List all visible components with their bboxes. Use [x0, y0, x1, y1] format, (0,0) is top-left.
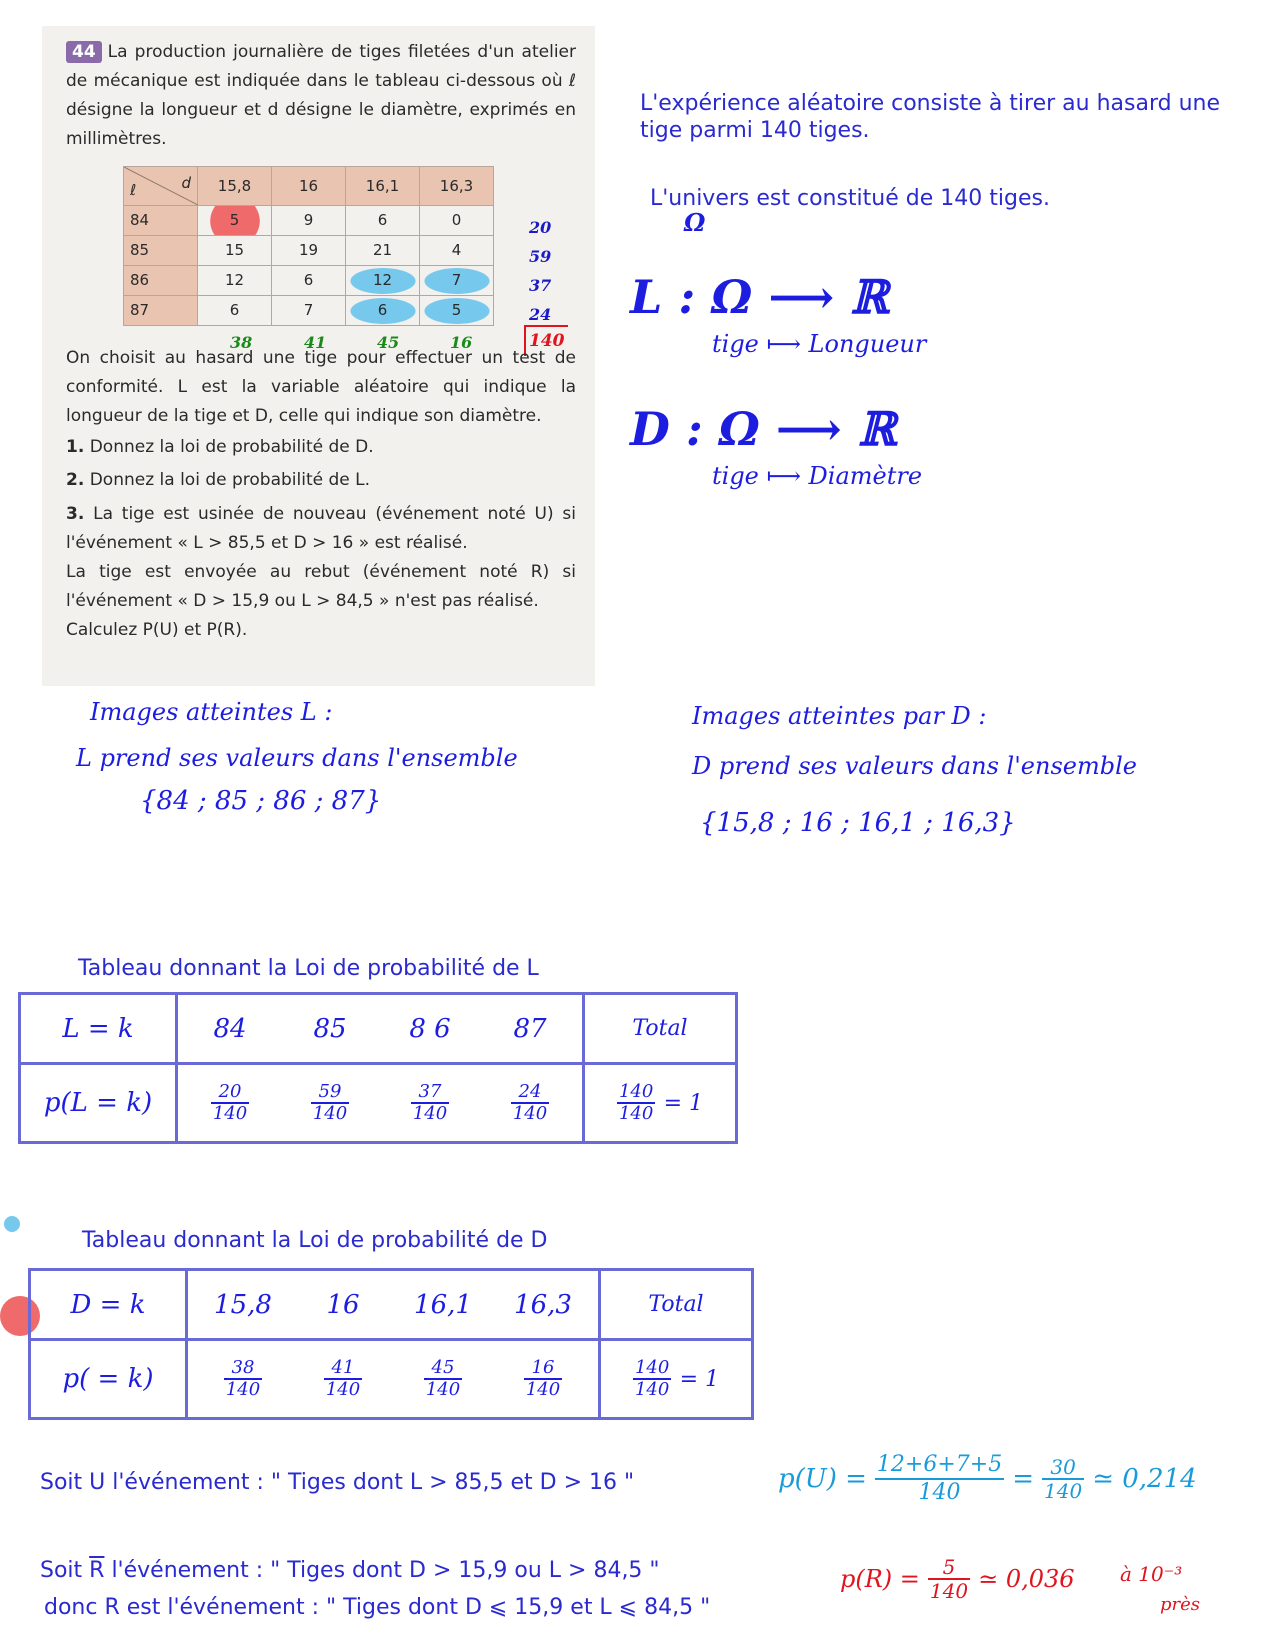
fraction: $\frac{20}{140}$: [212, 1081, 248, 1124]
law-L-probs: [177, 1064, 584, 1143]
equals-sign: =: [1012, 1464, 1034, 1494]
omega-symbol: Ω: [684, 208, 706, 237]
law-L-total: $\frac{140}{140}$ = 1: [584, 1064, 737, 1143]
law-D-probs: [187, 1340, 600, 1419]
fraction: $\frac{16}{140}$: [525, 1357, 561, 1400]
event-R-definition: donc R est l'événement : " Tiges dont D ⩽ 15,9 et L ⩽ 84,5 ": [44, 1595, 711, 1620]
length-header: 84: [124, 206, 198, 236]
col-total: 45: [377, 333, 400, 352]
table-cell: 12: [198, 266, 272, 296]
intro-text: La production journalière de tiges filetées d'un atelier de mécanique est indiquée dans le tableau ci-dessous où ℓ désigne la longueur et d désigne le diamètre, exprimés en millimètres.: [66, 42, 576, 149]
images-D-set: {15,8 ; 16 ; 16,1 ; 16,3}: [700, 808, 1016, 838]
law-D-table: [28, 1268, 754, 1420]
law-D-value: 16,1: [414, 1289, 472, 1320]
table-cell-highlighted: 6: [346, 296, 420, 326]
row-total: 59: [529, 247, 552, 266]
table-cell: 7: [272, 296, 346, 326]
map-D-top: D : Ω ⟶ ℝ: [630, 402, 897, 456]
row-total: 37: [529, 276, 552, 295]
prob-R-approx: ≃ 0,036: [978, 1565, 1075, 1593]
grand-total: 140: [524, 325, 568, 356]
corner-d: d: [181, 174, 191, 192]
fraction: $\frac{41}{140}$: [325, 1357, 361, 1400]
law-L-row1-head: L = k: [20, 994, 177, 1064]
question-3c: Calculez P(U) et P(R).: [66, 620, 248, 640]
question-3b: La tige est envoyée au rebut (événement noté R) si l'événement « D > 15,9 ou L > 84,5 » n'est pas réalisé.: [66, 562, 576, 611]
prob-U-approx: ≃ 0,214: [1092, 1464, 1197, 1494]
law-D-total: $\frac{140}{140}$ = 1: [600, 1340, 753, 1419]
table-cell: 15: [198, 236, 272, 266]
law-D-value: 16: [326, 1289, 360, 1320]
question-2: [66, 466, 576, 495]
law-D-row2-head: p( = k): [30, 1340, 187, 1419]
col-total: 16: [450, 333, 473, 352]
law-L-row2-head: p(L = k): [20, 1064, 177, 1143]
col-total: 38: [230, 333, 253, 352]
table-cell: 4: [420, 236, 494, 266]
fraction: $\frac{37}{140}$: [412, 1081, 448, 1124]
corner-l: ℓ: [130, 181, 137, 199]
table-cell: 9: [272, 206, 346, 236]
diameter-header: 16,1: [346, 167, 420, 206]
event-U-definition: Soit U l'événement : " Tiges dont L > 85,5 et D > 16 ": [40, 1470, 635, 1495]
table-corner: [124, 167, 198, 206]
law-L-value: 8 6: [409, 1013, 451, 1044]
r-bar-letter: $\overline{R}$: [89, 1558, 105, 1583]
length-header: 87: [124, 296, 198, 326]
exercise-intro: [66, 38, 576, 154]
univers-text: L'univers est constitué de 140 tiges.: [650, 186, 1050, 211]
prob-R-precision-2: près: [1160, 1594, 1201, 1615]
diameter-header: 16,3: [420, 167, 494, 206]
table-cell-highlighted: 5: [420, 296, 494, 326]
table-cell: 6: [272, 266, 346, 296]
map-L-bottom: tige ⟼ Longueur: [712, 330, 927, 358]
law-D-row1-head: D = k: [30, 1270, 187, 1340]
fraction: $\frac{24}{140}$: [512, 1081, 548, 1124]
table-cell: 21: [346, 236, 420, 266]
law-L-values: [177, 994, 584, 1064]
row-total: 24: [529, 305, 552, 324]
law-L-total-label: Total: [584, 994, 737, 1064]
fraction: $\frac{12+6+7+5}{140}$: [876, 1452, 1003, 1505]
table-cell-highlighted: 12: [346, 266, 420, 296]
images-L-set: {84 ; 85 ; 86 ; 87}: [140, 786, 382, 816]
images-L-line: L prend ses valeurs dans l'ensemble: [76, 744, 518, 772]
textbook-excerpt: [42, 26, 595, 686]
col-total: 41: [304, 333, 327, 352]
question-number: 1.: [66, 437, 85, 457]
blue-dot: [4, 1216, 20, 1232]
law-L-value: 87: [513, 1013, 547, 1044]
fraction: $\frac{38}{140}$: [225, 1357, 261, 1400]
table-cell-highlighted: 5: [198, 206, 272, 236]
table-cell-highlighted: 7: [420, 266, 494, 296]
law-D-caption: Tableau donnant la Loi de probabilité de D: [82, 1228, 548, 1253]
question-text: La tige est usinée de nouveau (événement noté U) si l'événement « L > 85,5 et D > 16 » est réalisé.: [66, 504, 577, 553]
law-L-table: [18, 992, 738, 1144]
law-L-value: 84: [213, 1013, 247, 1044]
prob-R: [840, 1556, 1075, 1602]
fraction: $\frac{5}{140}$: [929, 1555, 969, 1603]
row-total: 20: [529, 218, 552, 237]
production-table: [123, 166, 494, 326]
question-text: Donnez la loi de probabilité de D.: [89, 437, 374, 457]
event-Rbar-definition: Soit $\overline{R}$ l'événement : " Tiges dont D > 15,9 ou L > 84,5 ": [40, 1558, 660, 1583]
fraction: $\frac{30}{140}$: [1044, 1455, 1083, 1503]
diameter-header: 16: [272, 167, 346, 206]
question-number: 2.: [66, 470, 85, 490]
table-cell: 6: [346, 206, 420, 236]
prob-U: [778, 1452, 1197, 1506]
question-text: Donnez la loi de probabilité de L.: [89, 470, 371, 490]
exercise-number: 44: [66, 41, 102, 63]
prob-R-precision: à 10⁻³: [1120, 1562, 1183, 1586]
diameter-header: 15,8: [198, 167, 272, 206]
law-D-value: 16,3: [514, 1289, 572, 1320]
law-D-values: [187, 1270, 600, 1340]
images-L-title: Images atteintes L :: [90, 698, 333, 726]
table-cell: 0: [420, 206, 494, 236]
fraction: $\frac{140}{140}$: [618, 1081, 654, 1124]
experience-text: L'expérience aléatoire consiste à tirer au hasard une tige parmi 140 tiges.: [640, 91, 1220, 143]
question-number: 3.: [66, 504, 85, 524]
table-cell: 6: [198, 296, 272, 326]
prob-R-left: p(R) =: [840, 1565, 920, 1593]
length-header: 86: [124, 266, 198, 296]
images-D-line: D prend ses valeurs dans l'ensemble: [692, 752, 1137, 780]
law-L-caption: Tableau donnant la Loi de probabilité de L: [78, 956, 539, 981]
table-cell: 19: [272, 236, 346, 266]
length-header: 85: [124, 236, 198, 266]
question-3: [66, 500, 576, 558]
law-L-value: 85: [313, 1013, 347, 1044]
prob-U-left: p(U) =: [778, 1464, 867, 1494]
map-L-top: L : Ω ⟶ ℝ: [630, 270, 889, 324]
question-1: [66, 433, 576, 462]
fraction: $\frac{45}{140}$: [425, 1357, 461, 1400]
map-D-bottom: tige ⟼ Diamètre: [712, 462, 923, 490]
fraction: $\frac{59}{140}$: [312, 1081, 348, 1124]
exercise-text: On choisit au hasard une tige pour effectuer un test de conformité. L est la variable aléatoire qui indique la longueur de la tige et D, celle qui indique son diamètre.: [66, 348, 576, 426]
law-D-total-label: Total: [600, 1270, 753, 1340]
images-D-title: Images atteintes par D :: [692, 702, 987, 730]
fraction: $\frac{140}{140}$: [634, 1357, 670, 1400]
law-D-value: 15,8: [214, 1289, 272, 1320]
